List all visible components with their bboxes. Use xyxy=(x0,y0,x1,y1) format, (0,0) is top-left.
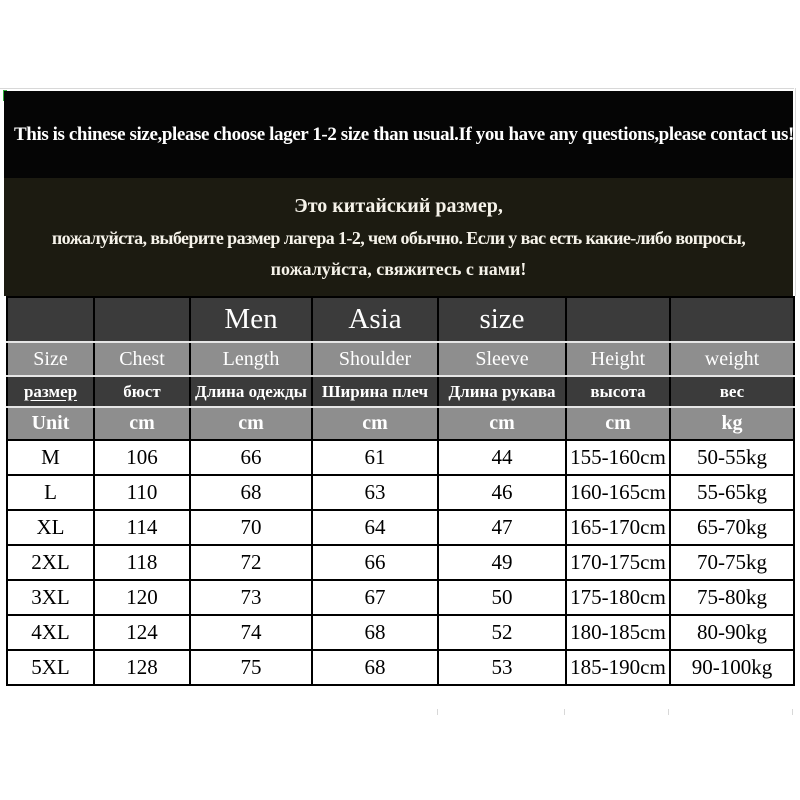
size-2XL-cell-0: 2XL xyxy=(7,545,94,580)
size-table xyxy=(6,296,795,686)
size-5XL-cell-0: 5XL xyxy=(7,650,94,685)
size-M-cell-4: 44 xyxy=(438,440,566,475)
size-XL-cell-6: 65-70kg xyxy=(670,510,794,545)
col-header-ru-cell-5: высота xyxy=(566,376,670,407)
gridline-artifact-horizontal xyxy=(0,88,794,89)
size-L-cell-3: 63 xyxy=(312,475,438,510)
size-XL-cell-2: 70 xyxy=(190,510,312,545)
unit-cell-4: cm xyxy=(438,407,566,440)
size-L-cell-5: 160-165cm xyxy=(566,475,670,510)
size-3XL-cell-0: 3XL xyxy=(7,580,94,615)
russian-notice-line-1: Это китайский размер, xyxy=(294,194,503,217)
col-header-ru-cell-6: вес xyxy=(670,376,794,407)
column-header-row-ru xyxy=(7,376,794,407)
size-row-XL xyxy=(7,510,794,545)
col-header-ru-cell-4: Длина рукава xyxy=(438,376,566,407)
col-header-ru-cell-3: Ширина плеч xyxy=(312,376,438,407)
size-L-cell-6: 55-65kg xyxy=(670,475,794,510)
russian-notice-line-2: пожалуйста, выберите размер лагера 1-2, чем обычно. Если у вас есть какие-либо вопросы, xyxy=(51,227,746,248)
table-title-men: Men xyxy=(190,297,312,342)
size-XL-cell-1: 114 xyxy=(94,510,190,545)
size-row-3XL xyxy=(7,580,794,615)
size-L-cell-1: 110 xyxy=(94,475,190,510)
col-header-ru-cell-2: Длина одежды xyxy=(190,376,312,407)
size-5XL-cell-2: 75 xyxy=(190,650,312,685)
unit-cell-3: cm xyxy=(312,407,438,440)
size-5XL-cell-3: 68 xyxy=(312,650,438,685)
size-row-L xyxy=(7,475,794,510)
size-XL-cell-0: XL xyxy=(7,510,94,545)
size-L-cell-0: L xyxy=(7,475,94,510)
size-XL-cell-3: 64 xyxy=(312,510,438,545)
english-notice-banner xyxy=(4,91,793,178)
size-2XL-cell-3: 66 xyxy=(312,545,438,580)
size-M-cell-1: 106 xyxy=(94,440,190,475)
size-row-2XL xyxy=(7,545,794,580)
size-5XL-cell-6: 90-100kg xyxy=(670,650,794,685)
size-5XL-cell-1: 128 xyxy=(94,650,190,685)
unit-cell-5: cm xyxy=(566,407,670,440)
col-header-en-cell-0: Size xyxy=(7,342,94,376)
size-3XL-cell-6: 75-80kg xyxy=(670,580,794,615)
size-4XL-cell-0: 4XL xyxy=(7,615,94,650)
size-row-5XL xyxy=(7,650,794,685)
col-header-en-cell-5: Height xyxy=(566,342,670,376)
size-2XL-cell-6: 70-75kg xyxy=(670,545,794,580)
size-row-M xyxy=(7,440,794,475)
size-M-cell-6: 50-55kg xyxy=(670,440,794,475)
size-3XL-cell-5: 175-180cm xyxy=(566,580,670,615)
col-header-en-cell-1: Chest xyxy=(94,342,190,376)
size-3XL-cell-1: 120 xyxy=(94,580,190,615)
unit-cell-6: kg xyxy=(670,407,794,440)
size-M-cell-0: M xyxy=(7,440,94,475)
table-title-row xyxy=(7,297,794,342)
table-title-empty-2 xyxy=(94,297,190,342)
table-title-empty-3 xyxy=(566,297,670,342)
size-2XL-cell-2: 72 xyxy=(190,545,312,580)
size-XL-cell-5: 165-170cm xyxy=(566,510,670,545)
size-4XL-cell-1: 124 xyxy=(94,615,190,650)
column-header-row-en xyxy=(7,342,794,376)
size-table-body xyxy=(7,342,794,685)
gridline-stub xyxy=(668,709,669,715)
size-XL-cell-4: 47 xyxy=(438,510,566,545)
size-2XL-cell-4: 49 xyxy=(438,545,566,580)
unit-cell-2: cm xyxy=(190,407,312,440)
size-4XL-cell-6: 80-90kg xyxy=(670,615,794,650)
size-M-cell-3: 61 xyxy=(312,440,438,475)
gridline-artifact-right xyxy=(795,88,796,296)
size-L-cell-4: 46 xyxy=(438,475,566,510)
table-title-asia: Asia xyxy=(312,297,438,342)
size-4XL-cell-2: 74 xyxy=(190,615,312,650)
size-M-cell-5: 155-160cm xyxy=(566,440,670,475)
size-2XL-cell-5: 170-175cm xyxy=(566,545,670,580)
russian-notice-line-3: пожалуйста, свяжитесь с нами! xyxy=(270,258,527,279)
col-header-en-cell-6: weight xyxy=(670,342,794,376)
english-notice-text: This is chinese size,please choose lager 1-2 size than usual.If you have any questions,please contact us! xyxy=(14,123,794,145)
size-3XL-cell-4: 50 xyxy=(438,580,566,615)
size-4XL-cell-3: 68 xyxy=(312,615,438,650)
unit-cell-0: Unit xyxy=(7,407,94,440)
unit-row xyxy=(7,407,794,440)
size-row-4XL xyxy=(7,615,794,650)
size-M-cell-2: 66 xyxy=(190,440,312,475)
size-4XL-cell-5: 180-185cm xyxy=(566,615,670,650)
table-title-empty-1 xyxy=(7,297,94,342)
size-2XL-cell-1: 118 xyxy=(94,545,190,580)
size-5XL-cell-5: 185-190cm xyxy=(566,650,670,685)
size-L-cell-2: 68 xyxy=(190,475,312,510)
size-5XL-cell-4: 53 xyxy=(438,650,566,685)
col-header-en-cell-2: Length xyxy=(190,342,312,376)
size-3XL-cell-2: 73 xyxy=(190,580,312,615)
col-header-ru-cell-0: размер xyxy=(7,376,94,407)
col-header-en-cell-4: Sleeve xyxy=(438,342,566,376)
col-header-ru-cell-1: бюст xyxy=(94,376,190,407)
size-3XL-cell-3: 67 xyxy=(312,580,438,615)
gridline-stub xyxy=(792,709,793,715)
col-header-en-cell-3: Shoulder xyxy=(312,342,438,376)
gridline-stub xyxy=(437,709,438,715)
size-4XL-cell-4: 52 xyxy=(438,615,566,650)
table-title-size: size xyxy=(438,297,566,342)
table-title-empty-4 xyxy=(670,297,794,342)
gridline-stub xyxy=(564,709,565,715)
unit-cell-1: cm xyxy=(94,407,190,440)
russian-notice-banner xyxy=(4,178,793,296)
